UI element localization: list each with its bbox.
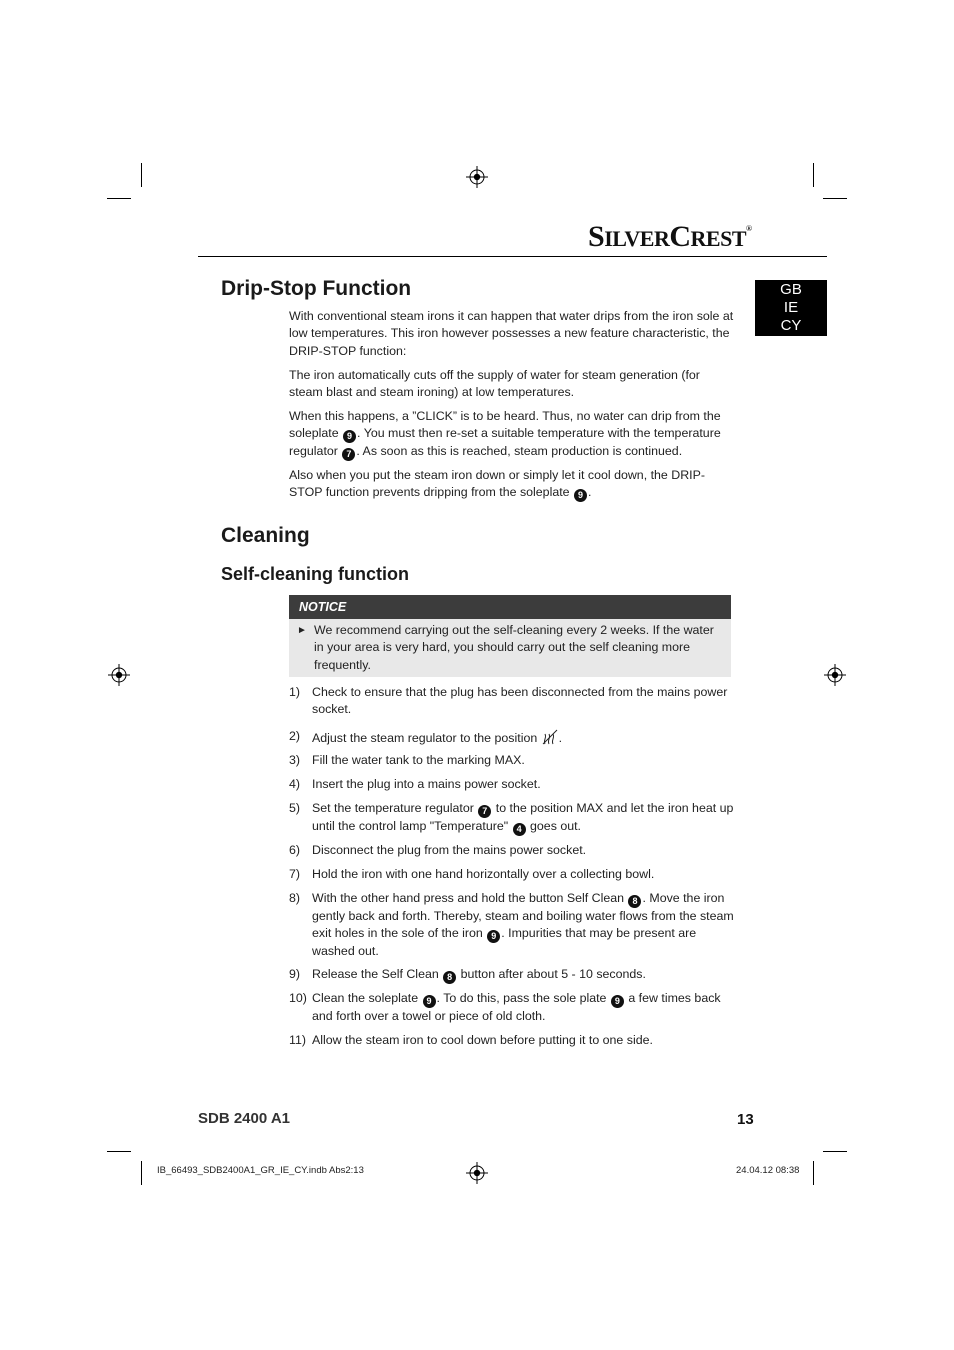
crop-mark — [823, 1151, 847, 1152]
list-item: 1) Check to ensure that the plug has been disconnected from the mains power socket. — [289, 685, 728, 717]
registration-mark-icon — [108, 664, 130, 686]
part-number-badge: 7 — [478, 805, 491, 818]
registration-mark-icon — [466, 166, 488, 188]
part-number-badge: 9 — [574, 489, 587, 502]
crop-mark — [813, 163, 814, 187]
list-item: 10) Clean the soleplate 9 . To do this, pass the sole plate 9 a few times back and forth over a towel or piece of old cloth. — [289, 991, 721, 1023]
list-item: 7) Hold the iron with one hand horizontally over a collecting bowl. — [289, 867, 655, 881]
crop-mark — [107, 198, 131, 199]
list-item: 8) With the other hand press and hold the button Self Clean 8 . Move the iron gently back and forth. Thereby, steam and boiling water flows from the steam exit holes in the sole of the iron 9 . Impurities that may be present are washed out. — [289, 891, 734, 959]
notice-box — [289, 595, 731, 677]
paragraph: The iron automatically cuts off the supply of water for steam generation (for steam blast and steam ironing) at low temperatures. — [289, 368, 700, 400]
list-item: 5) Set the temperature regulator 7 to the position MAX and let the iron heat up until the control lamp "Temperature" 4 goes out. — [289, 801, 734, 834]
print-slug-file: IB_66493_SDB2400A1_GR_IE_CY.indb Abs2:13 — [157, 1165, 364, 1176]
crop-mark — [141, 163, 142, 187]
part-number-badge: 8 — [443, 971, 456, 984]
part-number-badge: 9 — [487, 930, 500, 943]
part-number-badge: 9 — [611, 995, 624, 1008]
part-number-badge: 4 — [513, 823, 526, 836]
section-title-cleaning: Cleaning — [221, 524, 310, 547]
language-tab — [755, 280, 827, 336]
language-code: GB — [780, 281, 802, 298]
list-item: 9) Release the Self Clean 8 button after about 5 - 10 seconds. — [289, 967, 646, 982]
notice-label: NOTICE — [289, 595, 731, 619]
crop-mark — [107, 1151, 131, 1152]
paragraph: With conventional steam irons it can happen that water drips from the iron sole at low temperatures. This iron however possesses a new feature characteristic, the DRIP-STOP function: — [289, 309, 734, 358]
part-number-badge: 7 — [342, 448, 355, 461]
list-item: 2) Adjust the steam regulator to the position . — [289, 729, 563, 745]
paragraph: When this happens, a ”CLICK” is to be heard. Thus, no water can drip from the soleplate 9 . You must then re-set a suitable temperature with the temperature regulator 7 . As soon as this is reached, steam production is continued. — [289, 409, 721, 460]
list-item: 6) Disconnect the plug from the mains power socket. — [289, 843, 587, 857]
print-slug-date: 24.04.12 08:38 — [736, 1165, 800, 1176]
registration-mark-icon — [824, 664, 846, 686]
notice-body — [289, 619, 731, 677]
crop-mark — [813, 1161, 814, 1185]
list-item: 3) Fill the water tank to the marking MAX. — [289, 753, 525, 767]
subsection-title-self-cleaning: Self-cleaning function — [221, 564, 410, 584]
registration-mark-icon — [466, 1162, 488, 1184]
paragraph: Also when you put the steam iron down or simply let it cool down, the DRIP-STOP function prevents dripping from the soleplate 9 . — [289, 468, 705, 501]
language-code: CY — [780, 317, 802, 334]
notice-text: We recommend carrying out the self-cleaning every 2 weeks. If the water in your area is very hard, you should carry out the self cleaning more frequently. — [314, 623, 714, 672]
section-title-drip-stop: Drip-Stop Function — [221, 277, 412, 300]
model-number: SDB 2400 A1 — [198, 1110, 290, 1127]
language-code: IE — [783, 299, 799, 316]
list-item: 4) Insert the plug into a mains power socket. — [289, 777, 541, 791]
steam-off-symbol-icon — [541, 728, 559, 746]
crop-mark — [141, 1161, 142, 1185]
arrow-bullet-icon: ► — [297, 625, 307, 636]
brand-logo: SILVERCREST® — [588, 220, 752, 253]
part-number-badge: 8 — [628, 895, 641, 908]
header-divider — [198, 256, 827, 257]
part-number-badge: 9 — [343, 430, 356, 443]
page-number: 13 — [737, 1111, 754, 1128]
list-item: 11) Allow the steam iron to cool down before putting it to one side. — [289, 1033, 653, 1047]
crop-mark — [823, 198, 847, 199]
part-number-badge: 9 — [423, 995, 436, 1008]
